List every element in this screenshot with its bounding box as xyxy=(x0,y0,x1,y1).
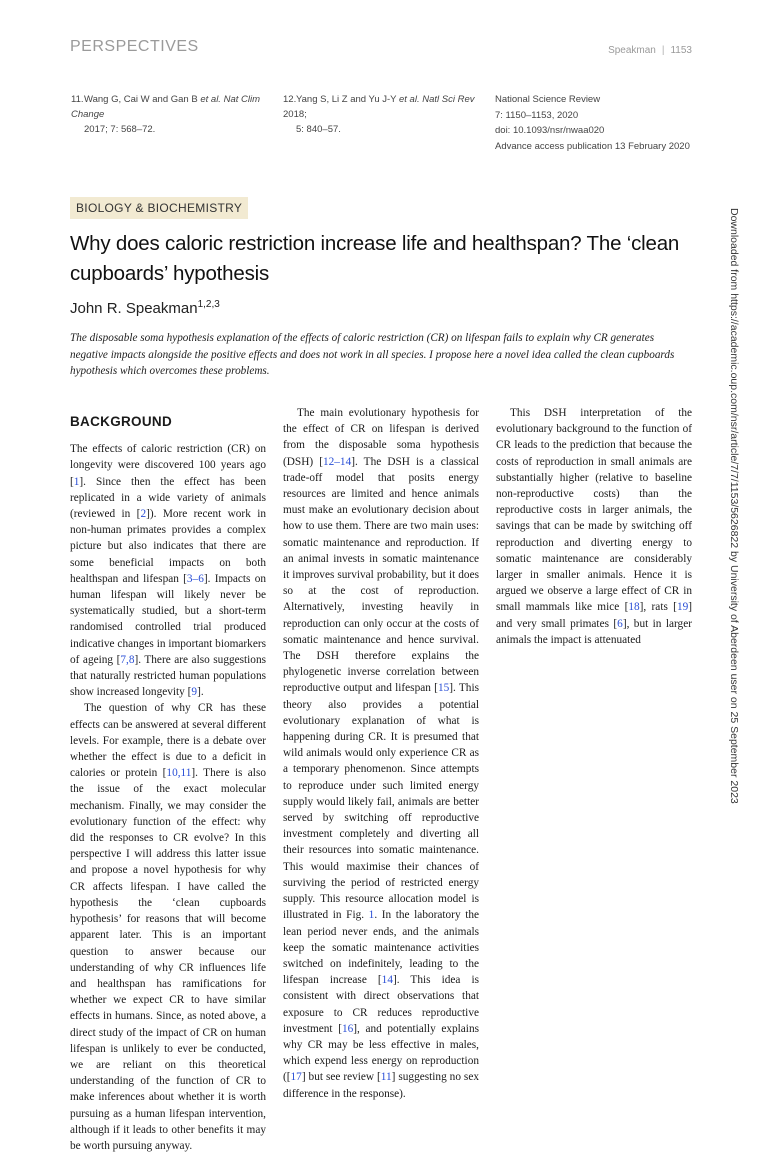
running-head-divider: | xyxy=(661,45,665,56)
article-title: Why does caloric restriction increase life and healthspan? The ‘clean cupboards’ hypothesis xyxy=(70,232,680,285)
citation-link[interactable]: 9 xyxy=(191,686,198,699)
journal-name: National Science Review xyxy=(495,94,601,105)
paragraph-3: The main evolutionary hypothesis for the effect of CR on lifespan is derived from the disposable soma hypothesis (DSH) [12–14]. The DSH is a classical trade-off model that posits energy resources are limited and hence animals must make an evolutionary decision about how to use them. There are two main uses: somatic maintenance and reproduction. If an animal invests in somatic maintenance it improves survival probability, but it does so at the cost of reproduction. Alternatively, investing heavily in reproduction can only occur at the costs of somatic maintenance and hence survival. The DSH therefore explains the phylogenetic inverse correlation between reproductive output and lifespan [15]. This theory also provides a potential evolutionary explanation of what is happening during CR. It is presumed that wild animals would only experience CR as a temporary phenomenon. Since attempts to reproduce under such limited energy supply would likely fail, animals are better served by switching off reproductive investment completely and diverting all their resources into somatic maintenance. This would maximise their chances of surviving the period of restricted energy supply. This resource allocation model is illustrated in Fig. 1. In the laboratory the lean period never ends, and the animals keep the somatic maintenance activities switched on indefinitely, leading to the lifespan increase [14]. This idea is consistent with direct observations that exposure to CR reduces reproductive investment [16], and potentially explains why CR may be less effective in males, which expend less energy on reproduction ([17] but see review [11] suggesting no sex difference in the response). xyxy=(283,407,479,1100)
paragraph-2: The question of why CR has these effects can be answered at several different levels. For example, there is a debate over whether the effect is due to a deficit in calories or protein [10,11]. There is also the issue of the exact molecular mechanism. Finally, we may consider the evolutionary function of the effect: why did the responses to CR evolve? In this perspective I will address this latter issue and propose a novel hypothesis for why CR affects lifespan. I have called the hypothesis the ‘clean cupboards hypothesis’ for reasons that will become apparent later. This is an important question to answer because our understanding of why CR influences life and healthspan has ramifications for whether we expect CR to have similar effects in humans. Since, as noted above, a direct study of the impact of CR on human lifespan is unlikely to ever be conducted, we are reliant on this theoretical understanding of the function of CR to make inferences about whether it is worth pursuing as a human lifespan intervention, although if it leads to other benefits it may be worth pursuing anyway. xyxy=(70,702,266,1152)
body-column-2 xyxy=(283,405,479,1100)
running-head xyxy=(608,45,692,56)
paragraph-1: The effects of caloric restriction (CR) on longevity were discovered 100 years ago [1]. Since then the effect has been replicated in a wide variety of animals (reviewed in [2]). More recent work in non-human primates provides a complex picture but also indicates that there are some beneficial impacts on both healthspan and lifespan [3–6]. Impacts on human lifespan will likely never be systematically studied, but a short-term randomised controlled trial produced indicative changes in important biomarkers of ageing [7,8]. There are also suggestions that naturally restricted human populations show increased longevity [9]. xyxy=(70,443,267,699)
author-affiliations: 1,2,3 xyxy=(197,299,220,310)
citation-link[interactable]: 16 xyxy=(341,1022,354,1035)
citation-link[interactable]: 10,11 xyxy=(166,767,192,780)
figure-link[interactable]: 1 xyxy=(368,909,375,922)
subject-tag: BIOLOGY & BIOCHEMISTRY xyxy=(70,197,248,219)
download-watermark: Downloaded from https://academic.oup.com/nsr/article/7/7/1153/5626822 by University of Aberdeen user on 25 September 2023 xyxy=(728,208,740,804)
reference-12: 12.Yang S, Li Z and Yu J-Y et al. Natl Sci Rev 2018; 5: 840–57. xyxy=(283,94,475,135)
citation-link[interactable]: 6 xyxy=(617,617,623,630)
section-heading: BACKGROUND xyxy=(70,414,172,429)
page-number: 1153 xyxy=(670,45,692,56)
reference-11: 11.Wang G, Cai W and Gan B et al. Nat Clim Change 2017; 7: 568–72. xyxy=(71,94,261,135)
running-head-author: Speakman xyxy=(608,45,656,56)
citation-link[interactable]: 1 xyxy=(73,475,80,488)
citation-link[interactable]: 11 xyxy=(380,1071,392,1084)
citation-link[interactable]: 3–6 xyxy=(186,572,204,585)
citation-link[interactable]: 19 xyxy=(676,601,689,614)
access-date: Advance access publication 13 February 2020 xyxy=(495,140,690,152)
citation-link[interactable]: 2 xyxy=(140,508,147,521)
citation-link[interactable]: 15 xyxy=(437,682,450,695)
abstract: The disposable soma hypothesis explanation of the effects of caloric restriction (CR) on lifespan fails to explain why CR generates negative impacts alongside the positive effects and does not work in all species. I propose here a novel idea called the clean cupboards hypothesis which overcomes these problems. xyxy=(70,332,675,377)
body-column-3 xyxy=(496,405,692,648)
section-label: PERSPECTIVES xyxy=(70,38,199,55)
citation-link[interactable]: 7,8 xyxy=(120,653,135,666)
author-line xyxy=(70,299,220,317)
article-metadata xyxy=(495,92,690,154)
citation-link[interactable]: 14 xyxy=(381,974,393,987)
citation-link[interactable]: 18 xyxy=(628,601,640,614)
volume-info: 7: 1150–1153, 2020 xyxy=(495,109,579,121)
citation-link[interactable]: 12–14 xyxy=(322,455,352,468)
author-name: John R. Speakman xyxy=(70,300,198,317)
doi: doi: 10.1093/nsr/nwaa020 xyxy=(495,125,605,136)
citation-link[interactable]: 17 xyxy=(290,1071,302,1084)
body-column-1 xyxy=(70,405,267,1152)
paragraph-4: This DSH interpretation of the evolutionary background to the function of CR leads to the prediction that because the costs of reproduction in small animals are substantially higher (relative to baseline non-reproductive costs) than the reproductive costs in larger animals, the savings that can be made by switching off reproduction and diverting energy to somatic maintenance are considerably larger in smaller animals. Hence it is argued we observe a large effect of CR in small mammals like mice [18], rats [19] and very small primates [6], but in larger animals the impact is attenuated xyxy=(496,407,693,646)
